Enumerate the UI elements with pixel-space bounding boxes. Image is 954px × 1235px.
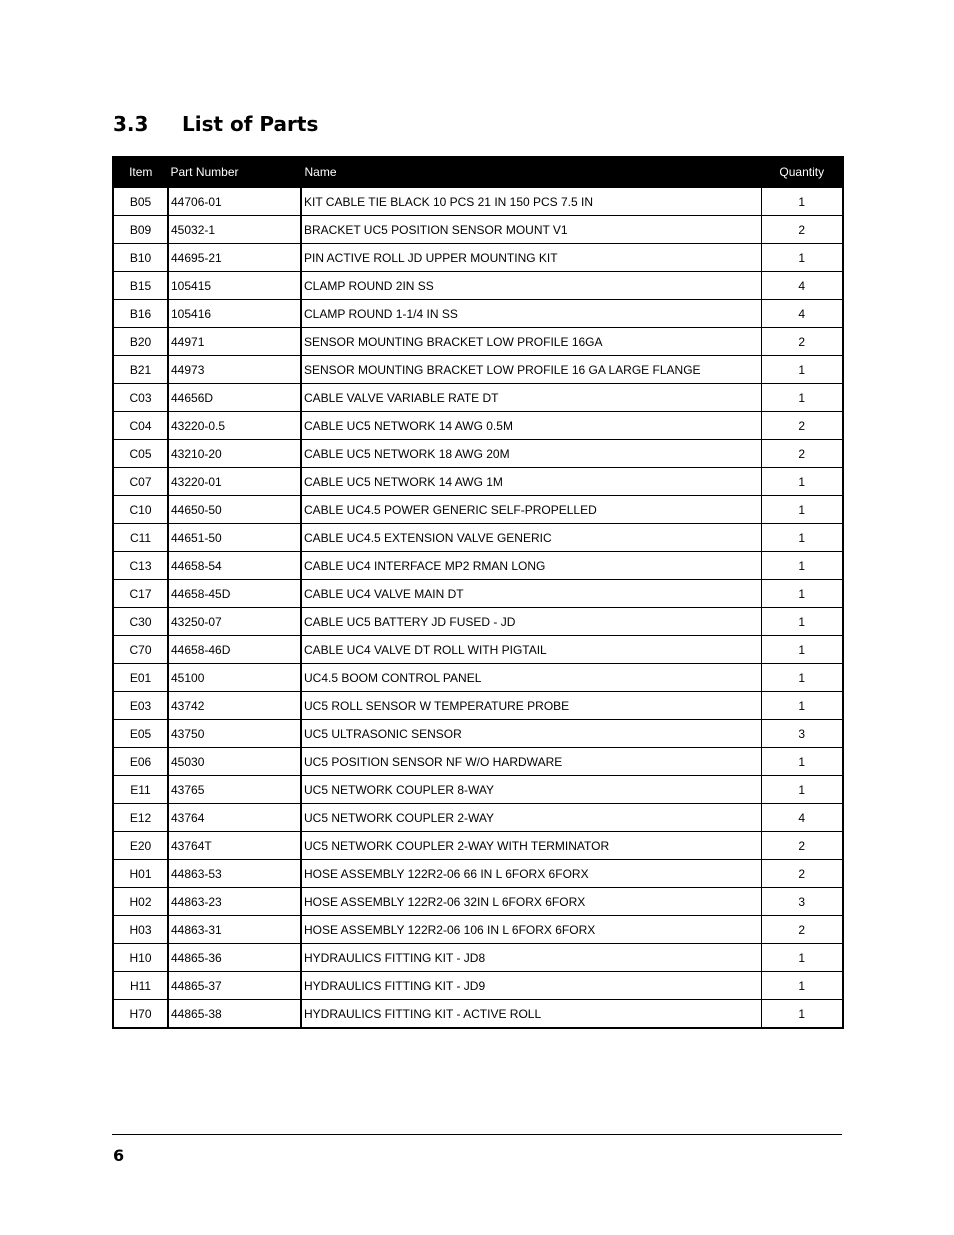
table-row: [113, 636, 843, 664]
cell-quantity: 3: [761, 888, 843, 916]
cell-item: C07: [113, 468, 168, 496]
cell-part-number: 44865-38: [168, 1000, 301, 1029]
cell-quantity: 2: [761, 860, 843, 888]
column-header-name: Name: [301, 157, 761, 188]
cell-item: C04: [113, 412, 168, 440]
cell-name: UC5 POSITION SENSOR NF W/O HARDWARE: [301, 748, 761, 776]
cell-quantity: 2: [761, 916, 843, 944]
table-row: [113, 468, 843, 496]
section-title: List of Parts: [182, 112, 319, 136]
cell-name: SENSOR MOUNTING BRACKET LOW PROFILE 16GA: [301, 328, 761, 356]
cell-item: C11: [113, 524, 168, 552]
cell-quantity: 4: [761, 272, 843, 300]
cell-item: B20: [113, 328, 168, 356]
cell-part-number: 43220-0.5: [168, 412, 301, 440]
cell-name: HOSE ASSEMBLY 122R2-06 32IN L 6FORX 6FORX: [301, 888, 761, 916]
cell-quantity: 1: [761, 776, 843, 804]
cell-part-number: 43764: [168, 804, 301, 832]
cell-item: B21: [113, 356, 168, 384]
table-row: [113, 916, 843, 944]
cell-item: C70: [113, 636, 168, 664]
cell-item: B05: [113, 188, 168, 216]
cell-part-number: 45032-1: [168, 216, 301, 244]
cell-name: SENSOR MOUNTING BRACKET LOW PROFILE 16 GA LARGE FLANGE: [301, 356, 761, 384]
cell-part-number: 44658-46D: [168, 636, 301, 664]
cell-name: HYDRAULICS FITTING KIT - JD8: [301, 944, 761, 972]
cell-quantity: 4: [761, 804, 843, 832]
cell-quantity: 2: [761, 412, 843, 440]
cell-part-number: 44863-23: [168, 888, 301, 916]
table-row: [113, 972, 843, 1000]
cell-quantity: 1: [761, 692, 843, 720]
column-header-quantity: Quantity: [761, 157, 843, 188]
cell-quantity: 1: [761, 468, 843, 496]
cell-part-number: 105416: [168, 300, 301, 328]
cell-quantity: 1: [761, 972, 843, 1000]
cell-item: H02: [113, 888, 168, 916]
header-row: [113, 157, 843, 188]
cell-part-number: 44863-31: [168, 916, 301, 944]
column-header-item: Item: [113, 157, 168, 188]
cell-part-number: 43250-07: [168, 608, 301, 636]
table-row: [113, 384, 843, 412]
cell-quantity: 2: [761, 832, 843, 860]
cell-part-number: 105415: [168, 272, 301, 300]
parts-table-body: [113, 188, 843, 1029]
table-row: [113, 300, 843, 328]
cell-quantity: 1: [761, 748, 843, 776]
cell-quantity: 2: [761, 440, 843, 468]
cell-part-number: 43765: [168, 776, 301, 804]
cell-name: UC5 ULTRASONIC SENSOR: [301, 720, 761, 748]
cell-part-number: 44651-50: [168, 524, 301, 552]
cell-part-number: 44695-21: [168, 244, 301, 272]
cell-quantity: 2: [761, 216, 843, 244]
table-row: [113, 244, 843, 272]
table-row: [113, 328, 843, 356]
cell-item: C30: [113, 608, 168, 636]
cell-name: UC5 NETWORK COUPLER 8-WAY: [301, 776, 761, 804]
cell-part-number: 43742: [168, 692, 301, 720]
cell-item: B10: [113, 244, 168, 272]
cell-part-number: 44658-45D: [168, 580, 301, 608]
cell-name: KIT CABLE TIE BLACK 10 PCS 21 IN 150 PCS 7.5 IN: [301, 188, 761, 216]
cell-part-number: 44971: [168, 328, 301, 356]
table-row: [113, 608, 843, 636]
table-row: [113, 356, 843, 384]
table-row: [113, 832, 843, 860]
cell-item: H01: [113, 860, 168, 888]
cell-item: C17: [113, 580, 168, 608]
table-row: [113, 412, 843, 440]
cell-name: UC4.5 BOOM CONTROL PANEL: [301, 664, 761, 692]
cell-name: CABLE UC5 BATTERY JD FUSED - JD: [301, 608, 761, 636]
cell-quantity: 1: [761, 664, 843, 692]
footer-divider: [112, 1134, 842, 1135]
cell-item: B09: [113, 216, 168, 244]
cell-name: CABLE UC4 VALVE MAIN DT: [301, 580, 761, 608]
table-row: [113, 776, 843, 804]
cell-part-number: 44865-36: [168, 944, 301, 972]
cell-name: CABLE UC4 INTERFACE MP2 RMAN LONG: [301, 552, 761, 580]
table-row: [113, 216, 843, 244]
parts-table-header: [113, 157, 843, 188]
table-row: [113, 188, 843, 216]
cell-name: HOSE ASSEMBLY 122R2-06 106 IN L 6FORX 6FORX: [301, 916, 761, 944]
cell-item: H11: [113, 972, 168, 1000]
table-row: [113, 692, 843, 720]
cell-part-number: 43750: [168, 720, 301, 748]
cell-part-number: 45030: [168, 748, 301, 776]
table-row: [113, 748, 843, 776]
cell-part-number: 44863-53: [168, 860, 301, 888]
cell-quantity: 1: [761, 552, 843, 580]
table-row: [113, 552, 843, 580]
table-row: [113, 496, 843, 524]
cell-name: CABLE UC4.5 EXTENSION VALVE GENERIC: [301, 524, 761, 552]
cell-name: UC5 ROLL SENSOR W TEMPERATURE PROBE: [301, 692, 761, 720]
cell-name: UC5 NETWORK COUPLER 2-WAY: [301, 804, 761, 832]
cell-part-number: 45100: [168, 664, 301, 692]
cell-part-number: 44656D: [168, 384, 301, 412]
table-row: [113, 720, 843, 748]
table-row: [113, 1000, 843, 1029]
cell-item: E11: [113, 776, 168, 804]
table-row: [113, 440, 843, 468]
cell-name: PIN ACTIVE ROLL JD UPPER MOUNTING KIT: [301, 244, 761, 272]
cell-quantity: 1: [761, 1000, 843, 1029]
cell-item: E12: [113, 804, 168, 832]
cell-name: HYDRAULICS FITTING KIT - JD9: [301, 972, 761, 1000]
cell-item: E03: [113, 692, 168, 720]
cell-name: CLAMP ROUND 1-1/4 IN SS: [301, 300, 761, 328]
cell-name: CABLE UC4.5 POWER GENERIC SELF-PROPELLED: [301, 496, 761, 524]
cell-part-number: 43764T: [168, 832, 301, 860]
parts-table: [112, 156, 844, 1029]
cell-name: HYDRAULICS FITTING KIT - ACTIVE ROLL: [301, 1000, 761, 1029]
cell-part-number: 43210-20: [168, 440, 301, 468]
cell-quantity: 1: [761, 636, 843, 664]
cell-item: E20: [113, 832, 168, 860]
cell-item: E01: [113, 664, 168, 692]
table-row: [113, 272, 843, 300]
cell-name: UC5 NETWORK COUPLER 2-WAY WITH TERMINATOR: [301, 832, 761, 860]
cell-quantity: 1: [761, 356, 843, 384]
table-row: [113, 664, 843, 692]
cell-quantity: 1: [761, 384, 843, 412]
cell-name: HOSE ASSEMBLY 122R2-06 66 IN L 6FORX 6FORX: [301, 860, 761, 888]
cell-part-number: 44650-50: [168, 496, 301, 524]
cell-name: CABLE UC5 NETWORK 18 AWG 20M: [301, 440, 761, 468]
table-row: [113, 580, 843, 608]
cell-part-number: 44658-54: [168, 552, 301, 580]
cell-item: H10: [113, 944, 168, 972]
cell-name: CABLE UC4 VALVE DT ROLL WITH PIGTAIL: [301, 636, 761, 664]
column-header-part-number: Part Number: [168, 157, 301, 188]
cell-item: H70: [113, 1000, 168, 1029]
table-row: [113, 860, 843, 888]
cell-quantity: 1: [761, 944, 843, 972]
cell-name: CLAMP ROUND 2IN SS: [301, 272, 761, 300]
cell-quantity: 3: [761, 720, 843, 748]
cell-item: C05: [113, 440, 168, 468]
table-row: [113, 804, 843, 832]
cell-part-number: 44973: [168, 356, 301, 384]
cell-part-number: 44706-01: [168, 188, 301, 216]
cell-name: BRACKET UC5 POSITION SENSOR MOUNT V1: [301, 216, 761, 244]
table-row: [113, 888, 843, 916]
cell-item: E05: [113, 720, 168, 748]
cell-quantity: 4: [761, 300, 843, 328]
cell-item: H03: [113, 916, 168, 944]
cell-part-number: 43220-01: [168, 468, 301, 496]
table-row: [113, 524, 843, 552]
cell-quantity: 1: [761, 580, 843, 608]
cell-name: CABLE UC5 NETWORK 14 AWG 1M: [301, 468, 761, 496]
cell-item: B16: [113, 300, 168, 328]
cell-name: CABLE UC5 NETWORK 14 AWG 0.5M: [301, 412, 761, 440]
cell-item: E06: [113, 748, 168, 776]
cell-quantity: 1: [761, 524, 843, 552]
cell-part-number: 44865-37: [168, 972, 301, 1000]
cell-name: CABLE VALVE VARIABLE RATE DT: [301, 384, 761, 412]
cell-quantity: 1: [761, 188, 843, 216]
cell-item: B15: [113, 272, 168, 300]
cell-quantity: 1: [761, 608, 843, 636]
cell-quantity: 1: [761, 244, 843, 272]
table-row: [113, 944, 843, 972]
cell-item: C13: [113, 552, 168, 580]
cell-quantity: 2: [761, 328, 843, 356]
cell-quantity: 1: [761, 496, 843, 524]
cell-item: C03: [113, 384, 168, 412]
section-number: 3.3: [113, 112, 149, 136]
cell-item: C10: [113, 496, 168, 524]
page-number: 6: [113, 1146, 125, 1165]
